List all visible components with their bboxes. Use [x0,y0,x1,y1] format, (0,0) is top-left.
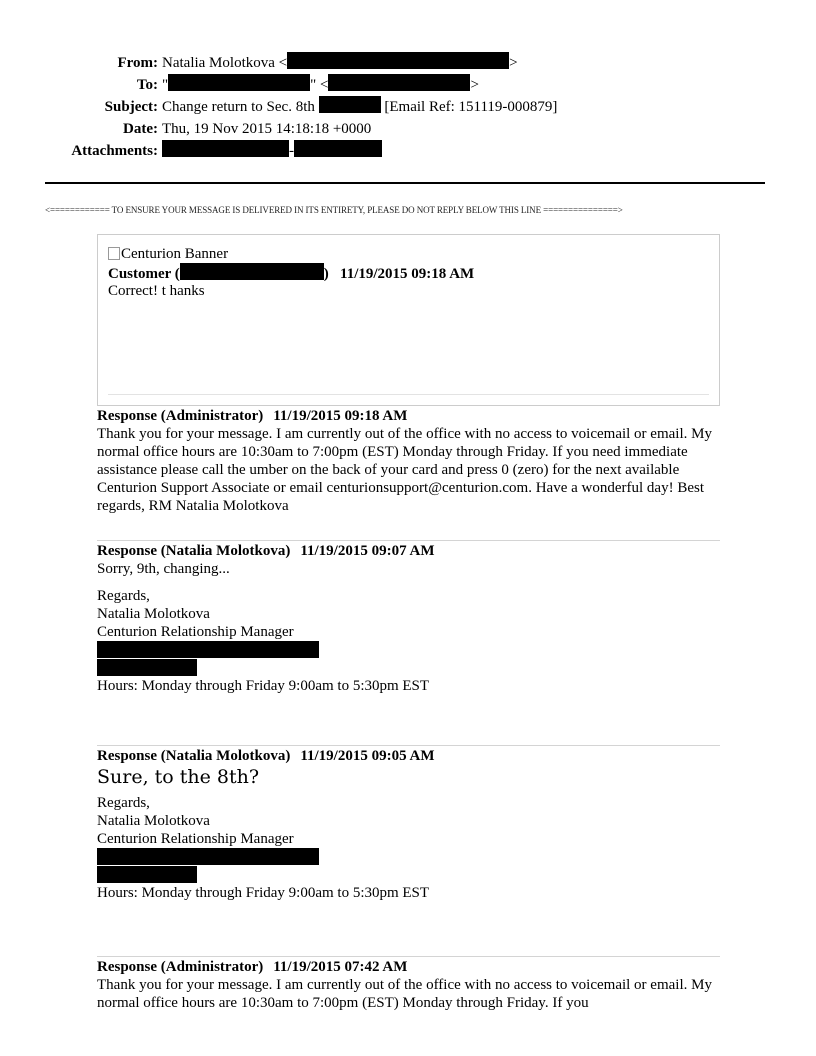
redaction-signature-1 [97,848,319,865]
redaction-to-name [168,74,310,91]
response-separator [97,745,720,746]
response-text: Sure, to the 8th? [97,766,260,788]
date-value: Thu, 19 Nov 2015 14:18:18 +0000 [162,121,372,137]
subject-text: Change return to Sec. 8th [162,99,315,115]
signature [97,587,720,695]
date-row [0,118,816,140]
customer-message: Correct! t hanks [108,283,205,299]
response-author: Response (Natalia Molotkova) [97,543,291,559]
redaction-signature-2 [97,659,197,676]
response-item [97,407,720,515]
signature-redacted-line [97,659,720,677]
attachments-label: Attachments: [71,143,158,159]
response-timestamp: 11/19/2015 09:05 AM [300,748,435,764]
response-item [97,958,720,1012]
signature-redacted-line [97,641,720,659]
customer-message-box [97,234,720,406]
attachments-value[interactable] [161,140,382,162]
subject-value [161,96,557,118]
attachments-row [0,140,816,162]
response-text: Sorry, 9th, changing... [97,561,230,577]
response-timestamp: 11/19/2015 09:07 AM [300,543,435,559]
centurion-banner [108,245,228,263]
response-body [97,765,720,902]
response-item [97,747,720,902]
to-tail: > [470,77,479,93]
subject-row [0,96,816,118]
response-body [97,976,720,1012]
response-separator [97,956,720,957]
to-label: To: [136,77,158,93]
response-header [97,407,720,425]
customer-label-close: ) [323,266,329,282]
to-quote-mid: " < [310,77,329,93]
redaction-signature-1 [97,641,319,658]
signature-regards: Regards, [97,795,150,811]
customer-label: Customer ( [108,266,180,282]
from-label: From: [117,55,158,71]
response-header [97,747,720,765]
signature-hours: Hours: Monday through Friday 9:00am to 5:30pm EST [97,885,430,901]
reply-notice: <============ TO ENSURE YOUR MESSAGE IS DELIVERED IN ITS ENTIRETY, PLEASE DO NOT REPLY BELOW THIS LINE ===============> [45,205,623,215]
subject-ref: [Email Ref: 151119-000879] [384,99,558,115]
customer-header [108,263,474,283]
subject-label: Subject: [104,99,158,115]
signature-hours: Hours: Monday through Friday 9:00am to 5:30pm EST [97,678,430,694]
response-body [97,560,720,695]
broken-image-icon [108,247,120,260]
response-author: Response (Administrator) [97,959,264,975]
signature-title: Centurion Relationship Manager [97,831,294,847]
signature-redacted-line [97,848,720,866]
from-value [161,52,518,74]
signature-name: Natalia Molotkova [97,606,210,622]
response-timestamp: 11/19/2015 07:42 AM [273,959,408,975]
header-divider [45,182,765,184]
response-header [97,542,720,560]
response-text: Thank you for your message. I am currently out of the office with no access to voicemail or email. My normal office hours are 10:30am to 7:00pm (EST) Monday through Friday. If you need immediate assistance please call the umber on the back of your card and press 0 (zero) for the next available Centurion Support Associate or email centurionsupport@centurion.com. Have a wonderful day! Best regards, RM Natalia Molotkova [97,426,712,514]
customer-box-divider [108,394,709,395]
from-tail: > [509,55,518,71]
signature-regards: Regards, [97,588,150,604]
response-author: Response (Natalia Molotkova) [97,748,291,764]
response-timestamp: 11/19/2015 09:18 AM [273,408,408,424]
banner-alt-text: Centurion Banner [121,246,229,262]
signature-title: Centurion Relationship Manager [97,624,294,640]
attachments-separator: - [289,143,294,159]
response-header [97,958,720,976]
redaction-from-email [287,52,509,69]
from-row [0,52,816,74]
from-name: Natalia Molotkova < [162,55,288,71]
signature [97,794,720,902]
redaction-signature-2 [97,866,197,883]
to-row [0,74,816,96]
date-label: Date: [123,121,158,137]
customer-timestamp: 11/19/2015 09:18 AM [340,266,475,282]
redaction-attachment-1 [162,140,289,157]
redaction-customer-name [180,263,324,280]
signature-redacted-line [97,866,720,884]
to-value [161,74,479,96]
email-header [0,52,816,162]
response-separator [97,540,720,541]
response-text: Thank you for your message. I am currently out of the office with no access to voicemail or email. My normal office hours are 10:30am to 7:00pm (EST) Monday through Friday. If you [97,977,712,1011]
signature-name: Natalia Molotkova [97,813,210,829]
response-author: Response (Administrator) [97,408,264,424]
redaction-to-email [328,74,470,91]
to-quote-open: " [162,77,169,93]
response-body [97,425,720,515]
redaction-subject [319,96,381,113]
redaction-attachment-2 [294,140,382,157]
response-item [97,542,720,695]
